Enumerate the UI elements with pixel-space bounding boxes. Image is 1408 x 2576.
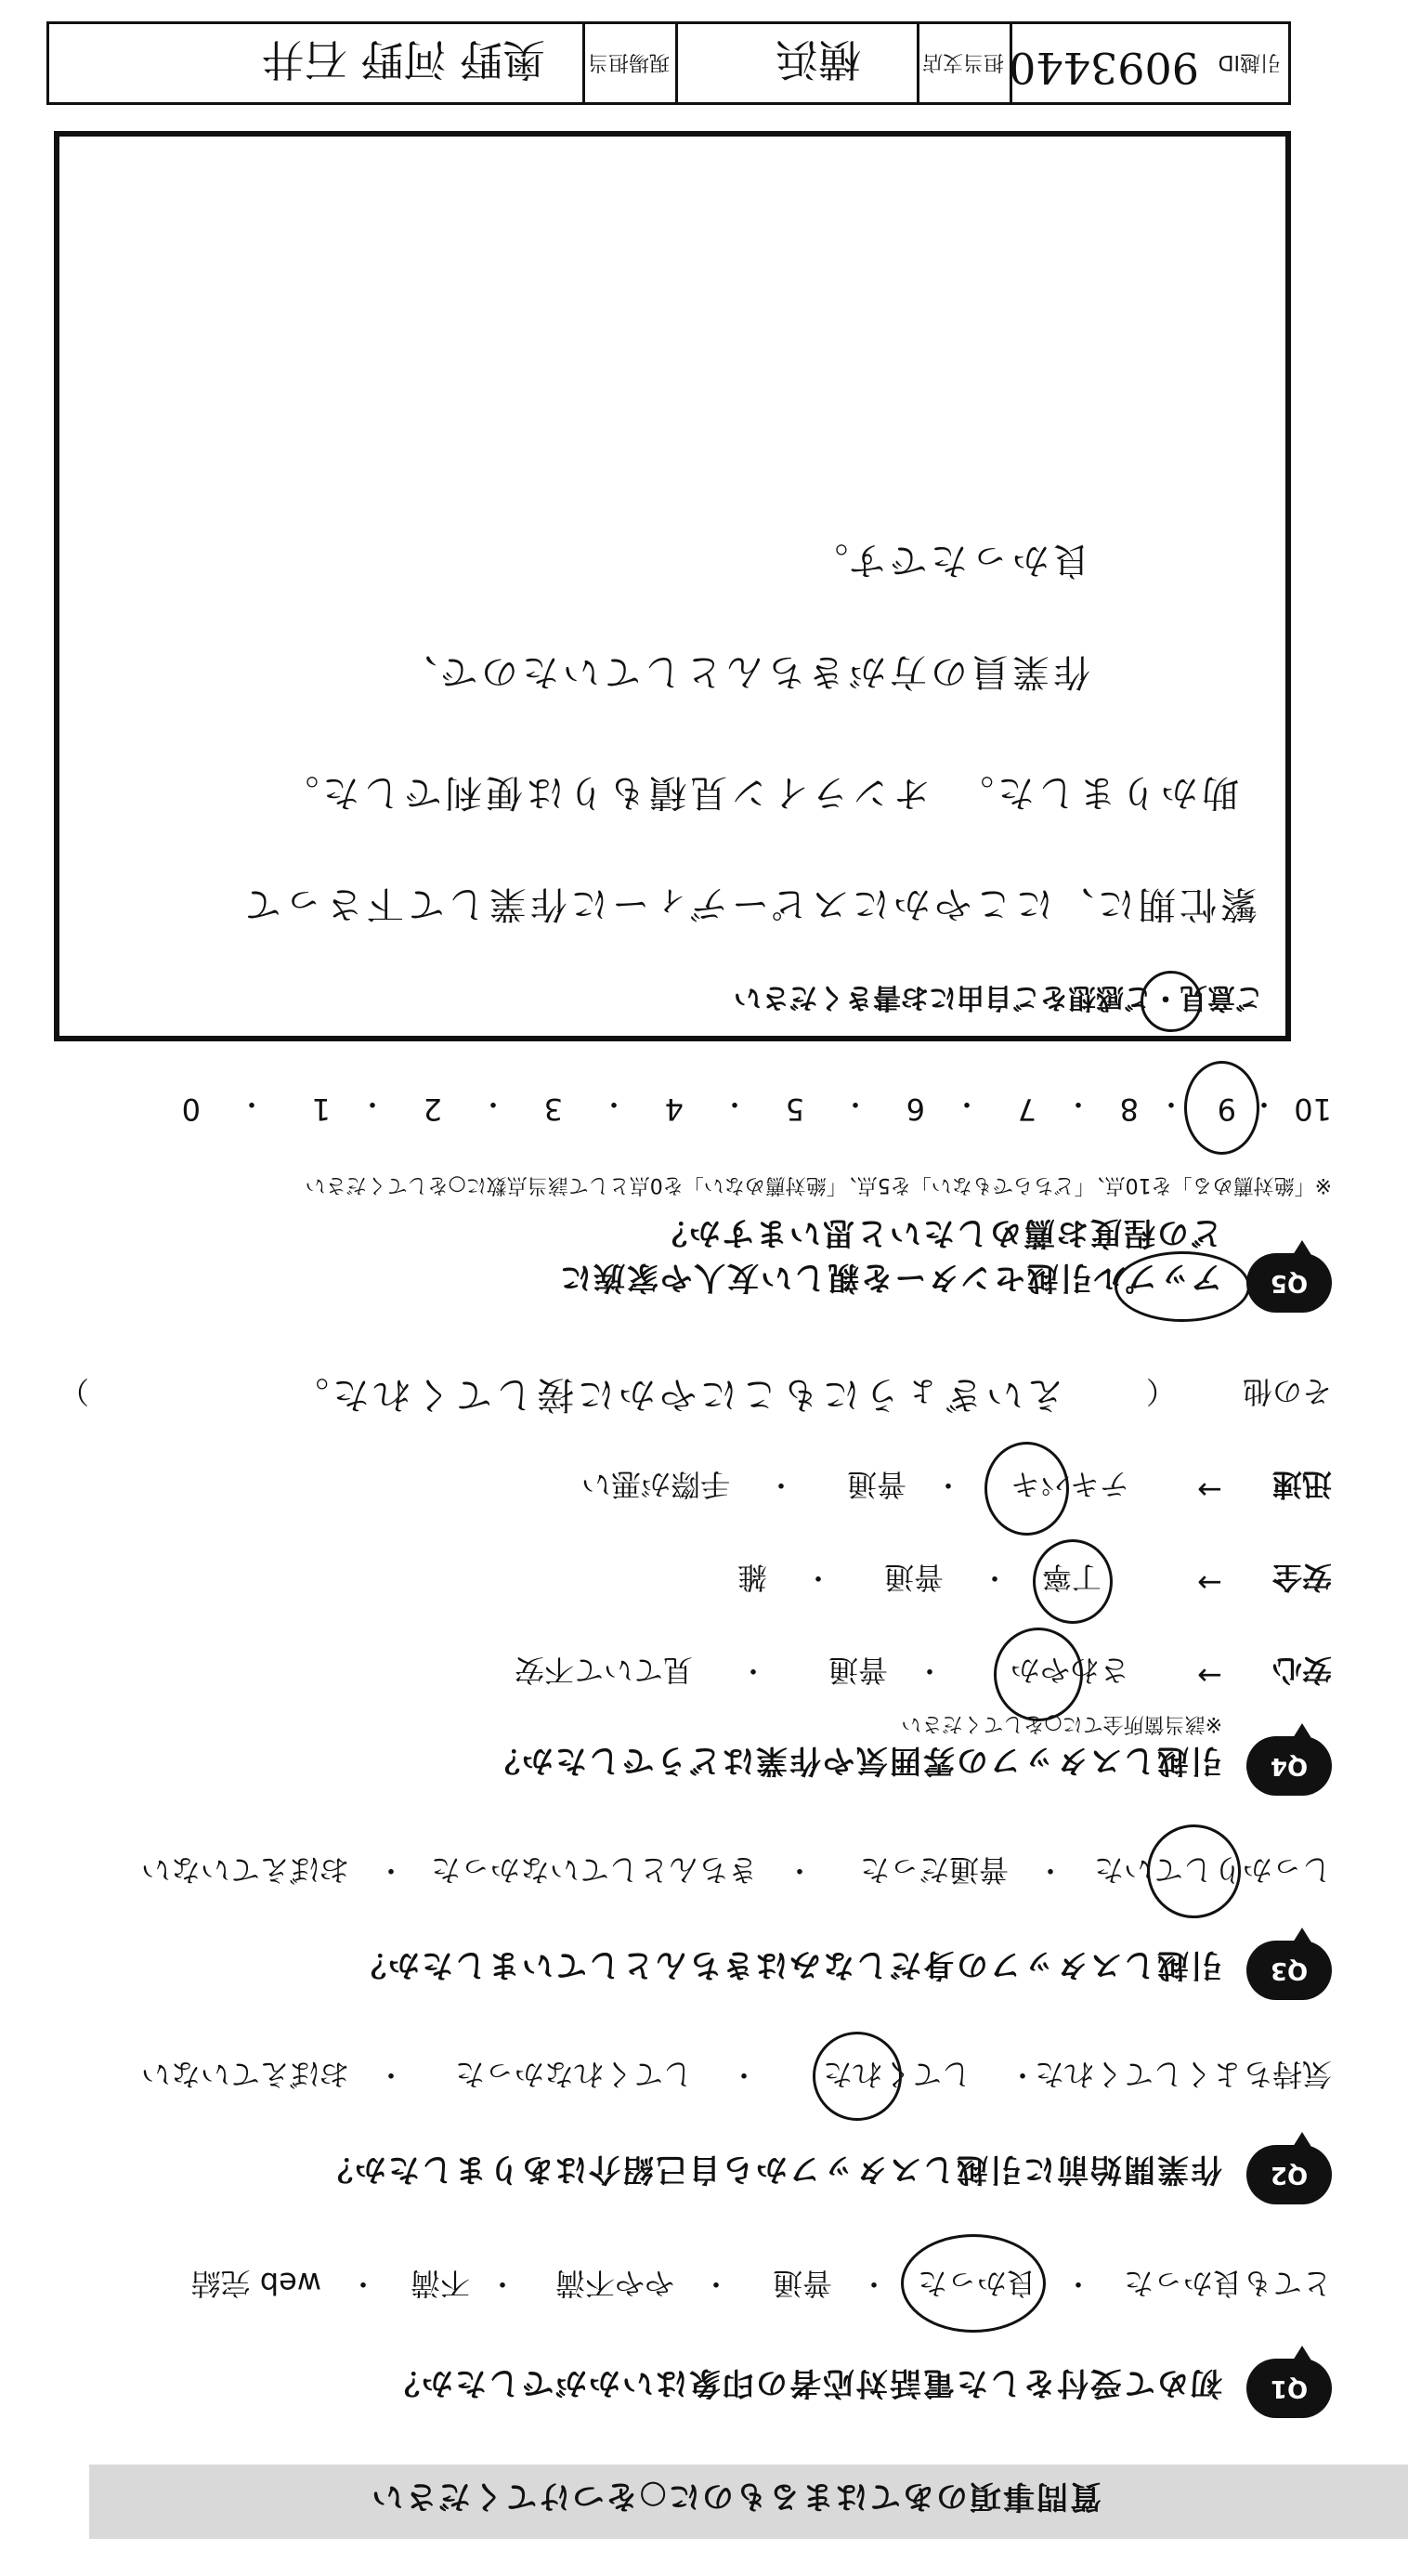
- id-label: 引越ID: [1218, 50, 1281, 73]
- q5-score[interactable]: 10: [1294, 1092, 1332, 1127]
- q5-score[interactable]: 1: [311, 1092, 331, 1127]
- q3-selection-circle: [1147, 1824, 1241, 1918]
- q4-option[interactable]: 手際が悪い: [580, 1467, 730, 1502]
- q4-other-label: その他: [1242, 1374, 1332, 1409]
- q4-option[interactable]: 普通: [883, 1560, 944, 1595]
- q2-selection-circle: [813, 2032, 902, 2121]
- q3-option[interactable]: 普通だった: [859, 1852, 1009, 1888]
- q5-score[interactable]: 6: [906, 1092, 925, 1127]
- staff-label-cell: [582, 24, 675, 102]
- q2-option[interactable]: おぼえていない: [140, 2057, 349, 2092]
- instruction-banner: [89, 2465, 1408, 2539]
- arrow-icon: →: [1197, 1658, 1222, 1693]
- arrow-icon: →: [1197, 1472, 1222, 1508]
- q5-score[interactable]: 4: [664, 1092, 684, 1127]
- q5-badge-circle: [1115, 1251, 1250, 1322]
- q4-other-paren-open: （: [1145, 1374, 1176, 1409]
- q5-score[interactable]: 8: [1119, 1092, 1139, 1127]
- id-cell: [1010, 24, 1288, 102]
- survey-form: 質問事項のあてはまるものに○をつけてください Q1 初めて受付をした電話対応者の印象はいかがでしたか？ とても良かった ・ 良かった ・ 普通 ・ やや不満 ・ 不満 ・ web 完結 Q2 作業開始前に引越しスタッフから自己紹介はありましたか？ 気持ちよくしてくれた ・ してくれた ・ してくれなかった ・ おぼえていない Q3 引越しスタッフの身だしなみはきちんとしていましたか？ しっかりしていた ・ 普通だった ・ きちんとしていなかった ・ おぼえていない Q4 引越しスタッフの雰囲気や作業はどうでしたか？ ※該当箇所全てに○をしてください 安心 → さわやか ・ 普通 ・ 見ていて不安 安全 → 丁寧 ・ 普通 ・ 雑 迅速 → テキパキ ・ 普通 ・ 手際が悪い その他 （ えいぎょうにもこにやかに接してくれた。 ） Q5 アップル引越センターを親しい友人や家族に どの程度お薦めしたいと思いますか？ ※「絶対薦める」を10点、「どちらでもない」を5点、「絶対薦めない」を0点として該当点数に○をしてください 10 ・ 9 ・ 8 ・ 7 ・ 6 ・ 5 ・ 4 ・ 3 ・ 2 ・ 1 ・ 0 ご意見・ご感想をご自由にお書きください 繁忙期に、にこやかにスピーディーに作業して下さって 助かりました。 オンライン見積もりは便利でした。 作業員の方がきちんとしていたので、 良かったです。 引越ID 9093440 担当支店 横浜 現場担当 奥野 河野 石井: [0, 0, 1408, 2576]
- q2-option[interactable]: 気持ちよくしてくれた: [1034, 2057, 1332, 2092]
- q4-selection-circle: [994, 1628, 1083, 1721]
- q1-badge: Q1: [1246, 2359, 1332, 2418]
- q5-score[interactable]: 0: [181, 1092, 201, 1127]
- q5-badge: Q5: [1246, 1253, 1332, 1313]
- q2-text: 作業開始前に引越しスタッフから自己紹介はありましたか？: [319, 2151, 1222, 2188]
- q1-option[interactable]: 普通: [772, 2266, 832, 2301]
- branch-label-cell: [917, 24, 1010, 102]
- q1-option[interactable]: 良かった: [917, 2266, 1036, 2301]
- q5-score[interactable]: 3: [543, 1092, 563, 1127]
- arrow-icon: →: [1197, 1565, 1222, 1601]
- q4-option[interactable]: 普通: [828, 1653, 888, 1688]
- q3-option[interactable]: しっかりしていた: [1093, 1852, 1332, 1888]
- q4-selection-circle: [1033, 1539, 1113, 1624]
- q5-score[interactable]: 7: [1017, 1092, 1036, 1127]
- comments-title-circle: [1141, 971, 1202, 1032]
- comments-box[interactable]: [54, 131, 1291, 1041]
- q5-score[interactable]: 9: [1217, 1092, 1236, 1127]
- q2-option[interactable]: してくれた: [822, 2057, 971, 2092]
- q4-option[interactable]: 見ていて不安: [514, 1653, 693, 1688]
- branch-label: 担当支店: [921, 50, 1004, 73]
- q4-row-label: 安心: [1271, 1653, 1332, 1688]
- q5-note: ※「絶対薦める」を10点、「どちらでもない」を5点、「絶対薦めない」を0点として該当点数に○をしてください: [305, 1173, 1332, 1196]
- staff-value: 奥野 河野 石井: [261, 34, 545, 85]
- q3-option[interactable]: おぼえていない: [140, 1852, 349, 1888]
- q1-selection-circle: [901, 2234, 1046, 2333]
- q4-row-label: 迅速: [1271, 1467, 1332, 1502]
- q1-option[interactable]: 不満: [410, 2266, 470, 2301]
- comment-line: 良かったです。: [807, 539, 1090, 582]
- q5-text-line1: アップル引越センターを親しい友人や家族に: [558, 1259, 1222, 1296]
- staff-info-table: [46, 21, 1291, 105]
- q4-note: ※該当箇所全てに○をしてください: [901, 1712, 1222, 1735]
- q1-option[interactable]: やや不満: [554, 2266, 674, 2301]
- q4-option[interactable]: 雑: [737, 1560, 767, 1595]
- q3-text: 引越しスタッフの身だしなみはきちんとしていましたか？: [353, 1946, 1222, 1983]
- q4-row-label: 安全: [1271, 1560, 1332, 1595]
- q4-selection-circle: [984, 1442, 1069, 1536]
- comment-line: 作業員の方がきちんとしていたので、: [396, 650, 1090, 693]
- q2-option[interactable]: してくれなかった: [454, 2057, 693, 2092]
- q5-score[interactable]: 2: [423, 1092, 442, 1127]
- q3-option[interactable]: きちんとしていなかった: [430, 1852, 758, 1888]
- q4-option[interactable]: テキパキ: [1010, 1467, 1129, 1502]
- branch-value-cell: [675, 24, 917, 102]
- q1-text: 初めて受付をした電話対応者の印象はいかがでしたか？: [386, 2364, 1222, 2401]
- instruction-text: 質問事項のあてはまるものに○をつけてください: [370, 2478, 1102, 2515]
- q4-option[interactable]: 普通: [846, 1467, 906, 1502]
- q4-option[interactable]: さわやか: [1010, 1653, 1129, 1688]
- q5-text-line2: どの程度お薦めしたいと思いますか？: [654, 1214, 1222, 1251]
- comment-line: 助かりました。 オンライン見積もりは便利でした。: [278, 771, 1239, 814]
- q5-selection-circle: [1184, 1061, 1259, 1155]
- id-value: 9093440: [1009, 43, 1199, 93]
- q2-badge: Q2: [1246, 2145, 1332, 2204]
- q5-score[interactable]: 5: [785, 1092, 804, 1127]
- comments-title: ご意見・ご感想をご自由にお書きください: [734, 981, 1263, 1013]
- staff-value-cell: [49, 24, 582, 102]
- staff-label: 現場担当: [587, 50, 670, 73]
- q4-badge: Q4: [1246, 1736, 1332, 1796]
- branch-value: 横浜: [776, 34, 861, 85]
- q4-option[interactable]: 丁寧: [1041, 1560, 1102, 1595]
- q1-option[interactable]: とても良かった: [1123, 2266, 1332, 2301]
- q4-other-handwriting: えいぎょうにもこにやかに接してくれた。: [288, 1373, 1064, 1416]
- q1-option[interactable]: web 完結: [190, 2266, 321, 2301]
- q4-other-paren-close: ）: [59, 1374, 89, 1409]
- q3-badge: Q3: [1246, 1941, 1332, 2000]
- comment-line: 繁忙期に、にこやかにスピーディーに作業して下さって: [240, 883, 1258, 925]
- q4-text: 引越しスタッフの雰囲気や作業はどうでしたか？: [487, 1742, 1222, 1779]
